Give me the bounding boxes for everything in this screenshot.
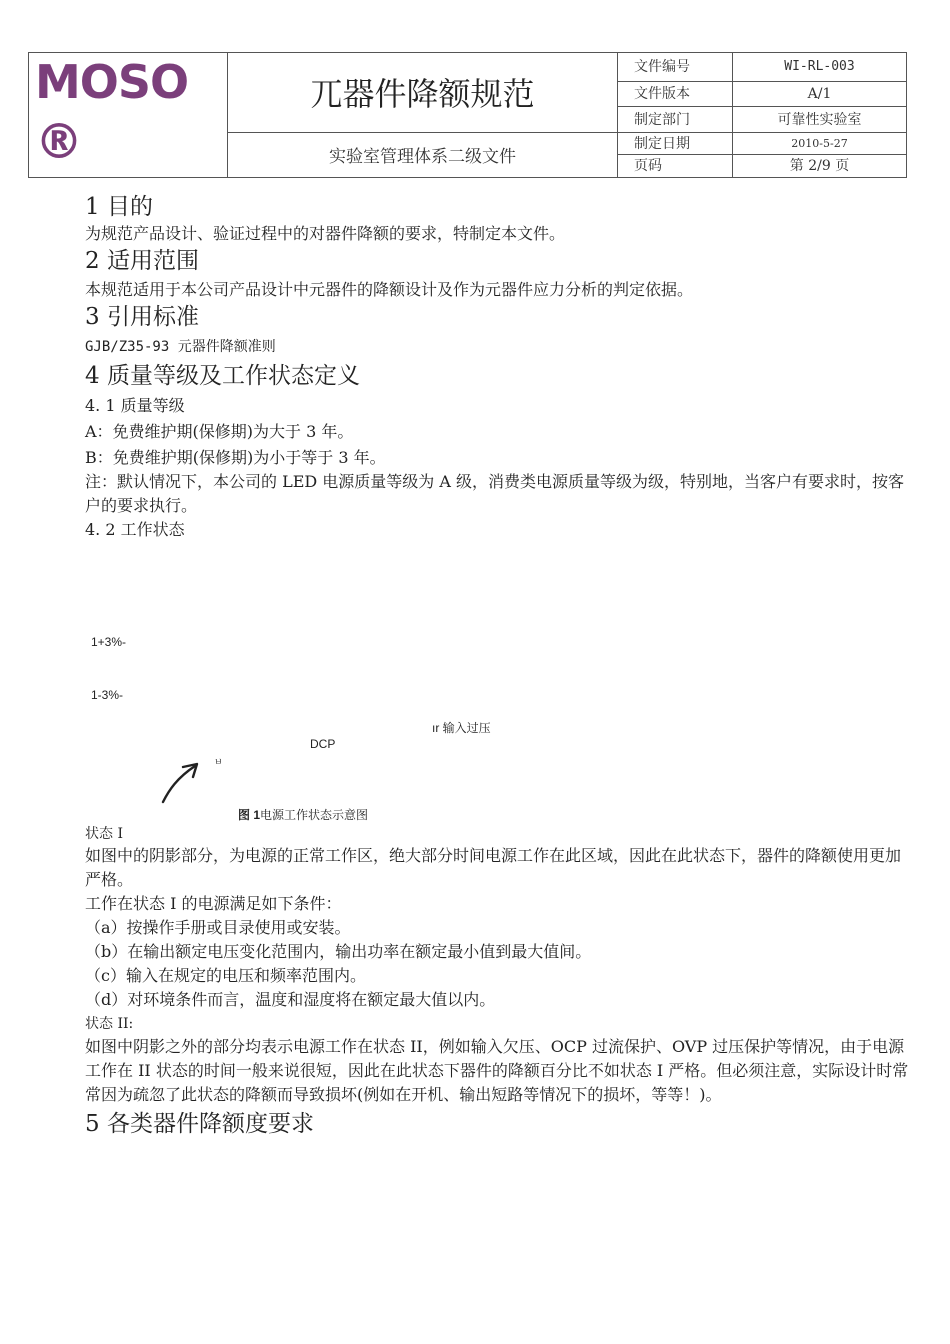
meta-value-department: 可靠性实验室 (733, 107, 907, 133)
figure-caption-text: 电源工作状态示意图 (260, 808, 369, 822)
state-2-description: 如图中阴影之外的部分均表示电源工作在状态 II，例如输入欠压、OCP 过流保护、OVP 过压保护等情况，由于电源工作在 II 状态的时间一般来说很短，因此在此状态下器件的降额百分比不如状态 I 严格。但必须注意，实际设计时常常因为疏忽了此状态的降额而导致损坏(例如在开机、输出短路等情况下的损坏，等等！)。 (85, 1037, 909, 1104)
section-1-title: 1 目的 (85, 194, 153, 220)
logo-cell (29, 53, 228, 178)
meta-value-version: A/1 (733, 81, 907, 107)
figure-label-plus: 1+3%- (91, 635, 127, 649)
section-2-text: 本规范适用于本公司产品设计中元器件的降额设计及作为元器件应力分析的判定依据。 (85, 280, 694, 299)
state-1-title: 状态 I (85, 826, 123, 842)
meta-label-page: 页码 (618, 155, 733, 178)
section-5-title: 5 各类器件降额度要求 (85, 1111, 314, 1137)
figure-caption-number: 图 1 (238, 808, 261, 822)
document-subtitle: 实验室管理体系二级文件 (228, 132, 618, 177)
document-title: 兀器件降额规范 (228, 53, 618, 133)
state-1-condition-c: （c）输入在规定的电压和频率范围内。 (85, 966, 366, 985)
quality-grade-a: A：免费维护期(保修期)为大于 3 年。 (85, 422, 354, 441)
section-3-title: 3 引用标准 (85, 304, 199, 330)
meta-value-page: 第 2/9 页 (733, 155, 907, 178)
quality-grade-b: B：免费维护期(保修期)为小于等于 3 年。 (85, 448, 386, 467)
document-header (28, 52, 907, 178)
figure-label-input-overvoltage: ır 输入过压 (432, 721, 491, 735)
meta-label-date: 制定日期 (618, 132, 733, 155)
state-1-condition-a: （a）按操作手册或目录使用或安装。 (85, 918, 351, 937)
figure-arrow-icon (155, 758, 205, 808)
meta-value-date: 2010-5-27 (733, 132, 907, 155)
company-logo: MOSO (35, 55, 189, 109)
state-1-condition-d: （d）对环境条件而言，温度和湿度将在额定最大值以内。 (85, 990, 496, 1009)
section-4-title: 4 质量等级及工作状态定义 (85, 363, 360, 389)
figure-label-small: ㅂ (214, 757, 223, 767)
meta-label-doc-number: 文件编号 (618, 53, 733, 82)
quality-note: 注：默认情况下，本公司的 LED 电源质量等级为 A 级，消费类电源质量等级为级，特别地，当客户有要求时，按客户的要求执行。 (85, 472, 905, 515)
section-2-title: 2 适用范围 (85, 248, 199, 274)
meta-value-doc-number: WI-RL-003 (733, 53, 907, 82)
state-1-conditions-intro: 工作在状态 I 的电源满足如下条件： (85, 894, 342, 913)
state-1-condition-b: （b）在输出额定电压变化范围内，输出功率在额定最小值到最大值间。 (85, 942, 592, 961)
meta-label-department: 制定部门 (618, 107, 733, 133)
state-sections (85, 824, 910, 1139)
document-body (85, 192, 907, 542)
figure-caption (238, 806, 368, 823)
section-1-text: 为规范产品设计、验证过程中的对器件降额的要求，特制定本文件。 (85, 224, 566, 243)
state-1-description: 如图中的阴影部分，为电源的正常工作区，绝大部分时间电源工作在此区域，因此在此状态下，器件的降额使用更加严格。 (85, 846, 902, 889)
state-2-title: 状态 II: (85, 1016, 134, 1032)
registered-mark: ® (35, 114, 83, 170)
section-4-1-title: 4. 1 质量等级 (85, 396, 185, 415)
figure-label-minus: 1-3%- (91, 688, 124, 702)
section-3-text: GJB/Z35-93 元器件降额准则 (85, 339, 276, 355)
section-4-2-title: 4. 2 工作状态 (85, 520, 185, 539)
meta-label-version: 文件版本 (618, 81, 733, 107)
figure-label-dcp: DCP (310, 737, 336, 751)
